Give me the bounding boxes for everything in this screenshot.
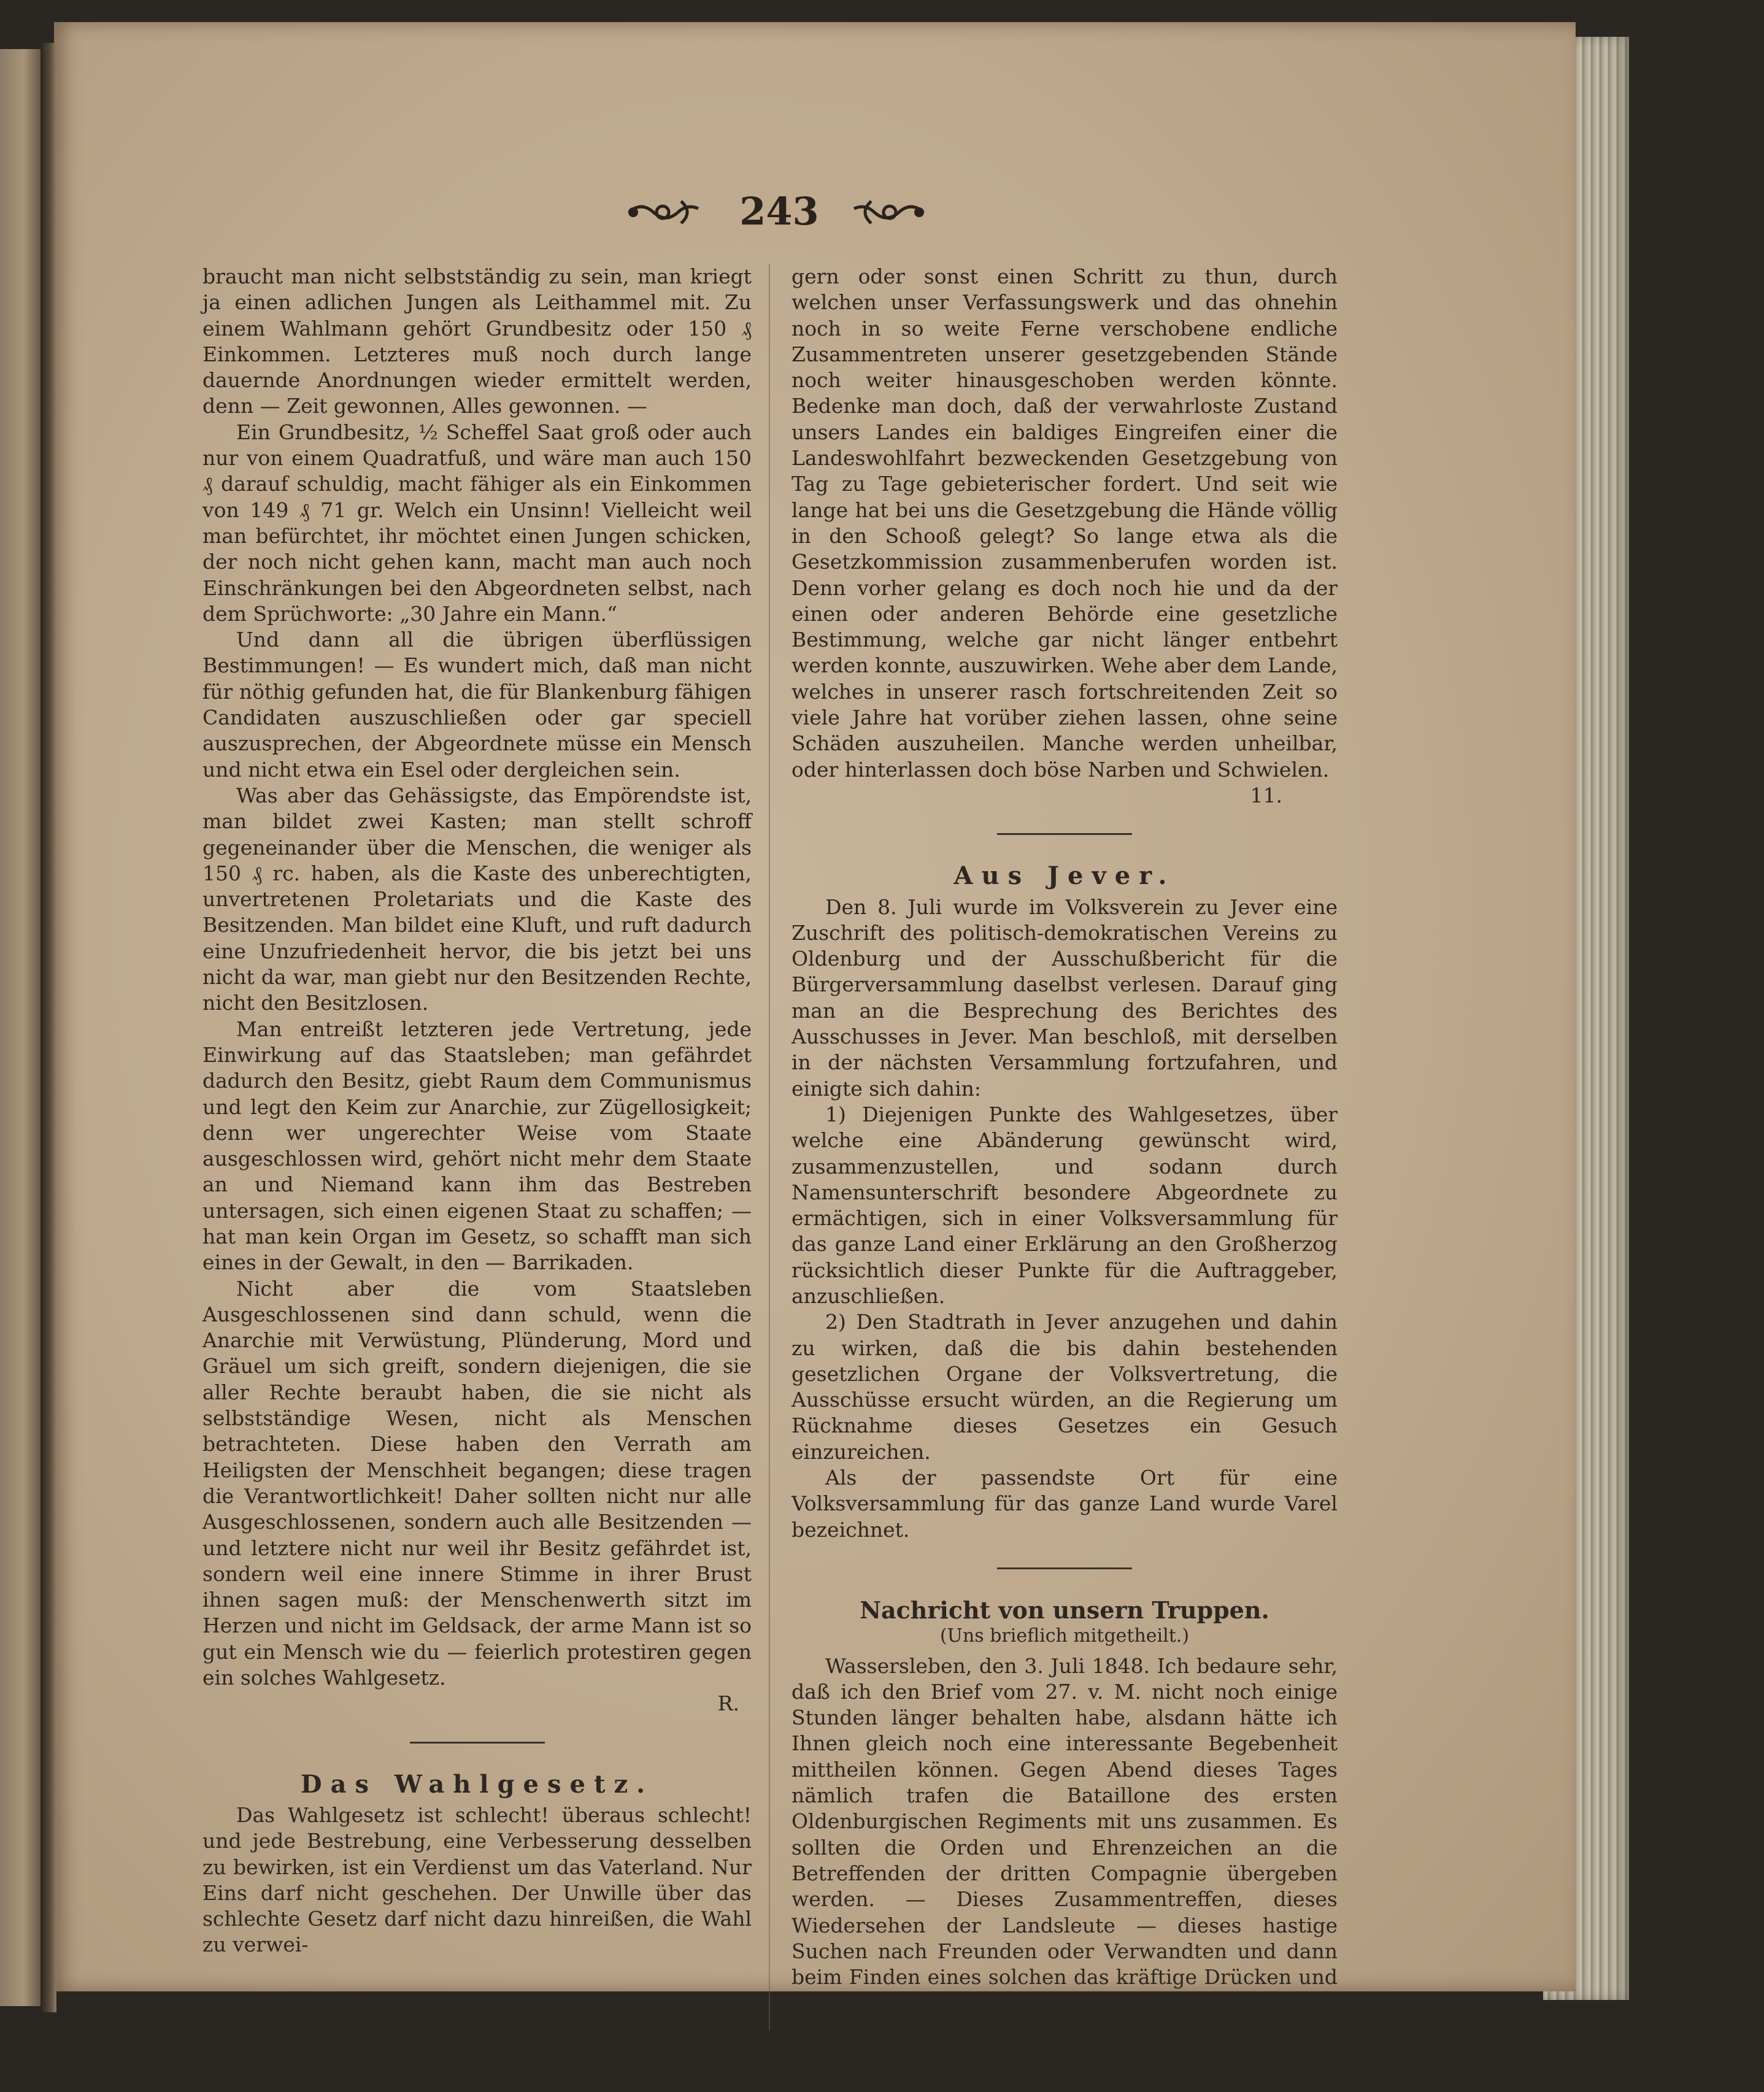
paragraph: braucht man nicht selbstständig zu sein, man kriegt ja einen adlichen Jungen als Leithammel mit. Zu einem Wahlmann gehört Grundbesitz oder 150 ₰ Einkommen. Letzteres muß noch durch lange dauernde Anordnungen wieder ermittelt werden, denn — Zeit gewonnen, Alles gewonnen. —	[202, 264, 752, 418]
section-heading: Aus Jever.	[953, 861, 1176, 891]
paragraph: gern oder sonst einen Schritt zu thun, durch welchen unser Verfassungswerk und das ohnehin noch in so weite Ferne verschobene endliche Zusammentreten unserer gesetzgebenden Stände noch weiter hinausgeschoben werden könnte. Bedenke man doch, daß der verwahrloste Zustand unsers Landes ein baldiges Eingreifen einer die Landeswohlfahrt bezweckenden Gesetzgebung von Tag zu Tage gebieterischer fordert. Und seit wie lange hat bei uns die Gesetzgebung die Hände völlig in den Schooß gelegt? So lange etwa als die Gesetzkommission zusammenberufen worden ist. Denn vorher gelang es doch noch hie und da der einen oder anderen Behörde eine gesetzliche Bestimmung, welche gar nicht länger entbehrt werden konnte, auszuwirken. Wehe aber dem Lande, welches in unserer rasch fortschreitenden Zeit so viele Jahre hat vorüber ziehen lassen, ohne seine Schäden auszuheilen. Manche werden unheilbar, oder hinterlassen doch böse Narben und Schwielen.	[791, 264, 1338, 782]
paragraph: Ein Grundbesitz, ½ Scheffel Saat groß oder auch nur von einem Quadratfuß, und wäre man auch 150 ₰ darauf schuldig, macht fähiger als ein Einkommen von 149 ₰ 71 gr. Welch ein Unsinn! Vielleicht weil man befürchtet, ihr möchtet einen Jungen schicken, der noch nicht gehen kann, macht man auch noch Einschränkungen bei den Abgeordneten selbst, nach dem Sprüchworte: „30 Jahre ein Mann.“	[202, 420, 752, 626]
book-gutter	[40, 43, 56, 2012]
paragraph: 2) Den Stadtrath in Jever anzugehen und dahin zu wirken, daß die bis dahin bestehenden gesetzlichen Organe der Volksvertretung, die Ausschüsse ersucht würden, an die Regierung um Rücknahme dieses Gesetzes ein Gesuch einzureichen.	[791, 1310, 1338, 1464]
page-number: 243	[739, 189, 819, 234]
section-rule	[997, 1567, 1132, 1569]
paragraph: Und dann all die übrigen überflüssigen Bestimmungen! — Es wundert mich, daß man nicht für nöthig gefunden hat, die für Blankenburg fähigen Candidaten auszuschließen oder gar speciell auszusprechen, der Abgeordnete müsse ein Mensch und nicht etwa ein Esel oder dergleichen sein.	[202, 628, 752, 782]
paragraph: Man entreißt letzteren jede Vertretung, jede Einwirkung auf das Staatsleben; man gefährdet dadurch den Besitz, giebt Raum dem Communismus und legt den Keim zur Anarchie, zur Zügellosigkeit; denn wer ungerechter Weise vom Staate ausgeschlossen wird, gehört nicht mehr dem Staate an und Niemand kann ihm das Bestreben untersagen, sich einen eigenen Staat zu schaffen; — hat man kein Organ im Gesetz, so schafft man sich eines in der Gewalt, in den — Barrikaden.	[202, 1017, 752, 1275]
section-heading: Nachricht von unsern Truppen.	[860, 1596, 1269, 1624]
section-heading: Das Wahlgesetz.	[300, 1769, 654, 1799]
paragraph: Den 8. Juli wurde im Volksverein zu Jever eine Zuschrift des politisch-demokratischen Vereins zu Oldenburg und der Ausschußbericht für die Bürgerversammlung daselbst verlesen. Darauf ging man an die Besprechung des Berichtes des Ausschusses in Jever. Man beschloß, mit derselben in der nächsten Versammlung fortzufahren, und einigte sich dahin:	[791, 894, 1338, 1101]
signature: R.	[717, 1691, 739, 1716]
paragraph: Als der passendste Ort für eine Volksversammlung für das ganze Land wurde Varel bezeichnet.	[791, 1466, 1338, 1542]
left-column	[202, 264, 752, 1958]
right-column	[791, 264, 1338, 2017]
section-rule	[410, 1742, 545, 1744]
paragraph: Das Wahlgesetz ist schlecht! überaus schlecht! und jede Bestrebung, eine Verbesserung desselben zu bewirken, ist ein Verdienst um das Vaterland. Nur Eins darf nicht geschehen. Der Unwille über das schlechte Gesetz darf nicht dazu hinreißen, die Wahl zu verwei-	[202, 1802, 752, 1957]
paragraph: 1) Diejenigen Punkte des Wahlgesetzes, über welche eine Abänderung gewünscht wird, zusammenzustellen, und sodann durch Namensunterschrift besondere Abgeordnete zu ermächtigen, sich in einer Volksversammlung für das ganze Land einer Erklärung an den Großherzog rücksichtlich dieser Punkte für die Auftraggeber, anzuschließen.	[791, 1102, 1338, 1308]
left-page-edge	[0, 49, 43, 2006]
paragraph: Was aber das Gehässigste, das Empörendste ist, man bildet zwei Kasten; man stellt schroff gegeneinander über die Menschen, die weniger als 150 ₰ rc. haben, als die Kaste des unberechtigten, unvertretenen Proletariats und die Kaste des Besitzenden. Man bildet eine Kluft, und ruft dadurch eine Unzufriedenheit hervor, die bis jetzt bei uns nicht da war, man giebt nur den Besitzenden Rechte, nicht den Besitzlosen.	[202, 783, 752, 1015]
section-subheading: (Uns brieflich mitgetheilt.)	[939, 1625, 1190, 1647]
paragraph: Wassersleben, den 3. Juli 1848. Ich bedaure sehr, daß ich den Brief vom 27. v. M. nicht noch einige Stunden länger behalten habe, alsdann hätte ich Ihnen gleich noch eine interessante Begebenheit mittheilen können. Gegen Abend dieses Tages nämlich trafen die Bataillone des ersten Oldenburgischen Regiments mit uns zusammen. Es sollten die Orden und Ehrenzeichen an die Betreffenden der dritten Compagnie übergeben werden. — Dieses Zusammentreffen, dieses Wiedersehen der Landsleute — dieses hastige Suchen nach Freunden oder Verwandten und dann beim Finden eines solchen das kräftige Drücken und Schütteln der Hände und dabei die so feuri-	[791, 1653, 1338, 2015]
paragraph: Nicht aber die vom Staatsleben Ausgeschlossenen sind dann schuld, wenn die Anarchie mit Verwüstung, Plünderung, Mord und Gräuel um sich greift, sondern diejenigen, die sie aller Rechte beraubt haben, die sie nicht als selbstständige Wesen, nicht als Menschen betrachteten. Diese haben den Verrath am Heiligsten der Menschheit begangen; diese tragen die Verantwortlichkeit! Daher sollten nicht nur alle Ausgeschlossenen, sondern auch alle Besitzenden — und letztere nicht nur weil ihr Besitz gefährdet ist, sondern weil eine innere Stimme in ihrer Brust ihnen sagen muß: der Menschenwerth sitzt im Herzen und nicht im Geldsack, der arme Mann ist so gut ein Mensch wie du — feierlich protestiren gegen ein solches Wahlgesetz.	[202, 1276, 752, 1690]
column-divider	[769, 264, 770, 2031]
right-ornament-icon	[847, 195, 926, 229]
section-rule	[997, 833, 1132, 835]
signature: 11.	[1250, 783, 1282, 807]
